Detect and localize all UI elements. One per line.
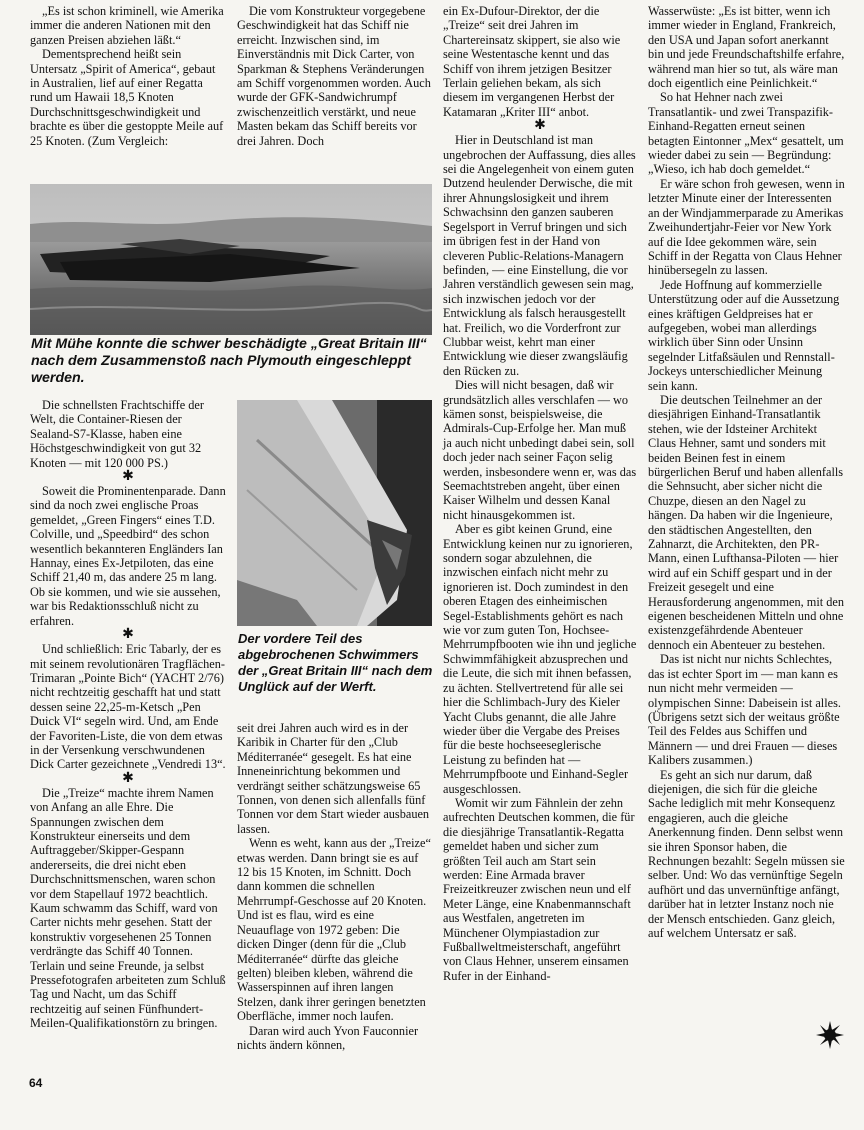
photo-broken-float	[237, 400, 432, 626]
paragraph: Die vom Konstrukteur vorgegebene Geschwindigkeit hat das Schiff nie erreicht. Inzwischen sind, im Einverständnis mit Dick Carter, von Sparkman & Stephens Veränderungen am Schiff vorgenommen worden. Auch wurde der GFK-Sandwichrumpf zwischenzeitlich verstärkt, und neue Masten bekam das Schiff bereits vor drei Jahren. Doch	[237, 4, 431, 148]
paragraph: So hat Hehner nach zwei Transatlantik- und zwei Transpazifik-Einhand-Regatten erneut seinen betagten Eintonner „Mex“ gesattelt, um wieder dabei zu sein — Begründung: „Wieso, ich hab doch gemeldet.“	[648, 90, 844, 177]
paragraph: Das ist nicht nur nichts Schlechtes, das ist echter Sport im — man kann es nun nicht mehr vermeiden — olympischen Sinne: Dabeisein ist alles. (Übrigens setzt sich der weitaus größte Teil des Feldes aus Schiffen und Männern — und drei Frauen — dieses Kalibers zusammen.)	[648, 652, 841, 768]
col2-top	[237, 4, 432, 148]
end-mark-icon	[815, 1020, 845, 1050]
star-separator-icon: ✱	[122, 469, 134, 485]
star-separator-icon: ✱	[122, 770, 134, 786]
col1-top	[30, 4, 226, 148]
paragraph: Hier in Deutschland ist man ungebrochen der Auffassung, dies alles sei die Angelegenheit von einem guten Dutzend heulender Derwische, die mit ihrer Ahnungslosigkeit und ihrem Schwachsinn den ganzen sauberen Segelsport in Verruf bringen und sich im übrigen fest in der Hand von cleveren Public-Relations-Managern befinden, — eine Einstellung, die vor Jahren verständlich gewesen sein mag, sich inzwischen jedoch vor der Entwicklung als falsch herausgestellt hat. Freilich, wo die Vorderfront zur Clubbar weist, kehrt man einer Entwicklung wie dieser zwangsläufig den Rücken zu.	[443, 133, 636, 378]
paragraph: Er wäre schon froh gewesen, wenn in letzter Minute einer der Interessenten an der Windjammerparade zu Amerikas Zweihundertjahr-Feier vor New York auf die Idee gekommen wäre, sein Schiff in der Regatta von Claus Hehner hinübersegeln zu lassen.	[648, 176, 845, 278]
paragraph: Soweit die Prominentenparade. Dann sind da noch zwei englische Proas gemeldet, „Green Fingers“ eines T.D. Colville, und „Speedbird“ des schon wesentlich bekannteren Engländers Ian Hannay, eines Ex-Jetpiloten, das eine Schiff 21,40 m, das andere 25 m lang. Ob sie kommen, und wie sie aussehen, war bis Redaktionsschluß nicht zu erfahren.	[30, 484, 226, 628]
float-photo-image	[237, 400, 432, 626]
star-separator-icon: ✱	[122, 627, 134, 643]
photo1-caption: Mit Mühe konnte die schwer beschädigte „Great Britain III“ nach dem Zusammenstoß nach Plymouth eingeschleppt werden.	[31, 336, 427, 386]
paragraph: Die deutschen Teilnehmer an der diesjährigen Einhand-Transatlantik stehen, wie der Idsteiner Architekt Claus Hehner, samt und sonders mit beiden Beinen fest in einem bürgerlichen Beruf und haben allenfalls die Sehnsucht, aber sicher nicht die Chuzpe, diesen an den Nagel zu hängen. Da haben wir die Ingenieure, den städtischen Angestellten, den Zahnarzt, die Architekten, den PR-Mann, einen Lufthansa-Piloten — hier wird auf ein Schiff gespart und in der Freizeit gesegelt und eine Herausforderung angenommen, mit den eigenen bescheidenen Mitteln und ohne existenzgefährdende Abenteuer dennoch ein Abenteuer zu bestehen.	[648, 392, 845, 652]
paragraph: Daran wird auch Yvon Fauconnier nichts ändern können,	[237, 1023, 419, 1052]
paragraph: seit drei Jahren auch wird es in der Karibik in Charter für den „Club Méditerranée“ gesegelt. Es hat eine Inneneinrichtung bekommen und verdrängt seither schätzungsweise 65 Tonnen, von denen sich allenfalls fünf Tonnen vor dem Start wieder ausbauen lassen.	[237, 721, 430, 836]
col3	[443, 4, 637, 983]
paragraph: Aber es gibt keinen Grund, eine Entwicklung keinen nur zu ignorieren, sondern sogar abzulehnen, die inzwischen einfach nicht mehr zu ignorieren ist. Doch zumindest in den oberen Etagen des einheimischen Segel-Establishments gehört es nach wie vor zum guten Ton, Hochsee-Mehrrumpfbooten wie ihn und jegliche Schwimmfähigkeit abzusprechen und die Leute, die sich mit ihnen befassen, zu ächten. Stellvertretend für alle sei hier die Schlimbach-Jury des Kieler Yacht Clubs genannt, die alle Jahre wieder über die Vergabe des Preises für die beste hochseeseglerische Leistung zu befinden hat — Mehrrumpfboote und Einhand-Segler ausgeschlossen.	[443, 522, 637, 796]
paragraph: Und schließlich: Eric Tabarly, der es mit seinem revolutionären Tragflächen-Trimaran „Pointe Bich“ (YACHT 2/76) nicht rechtzeitig geschafft hat und statt dessen seine 22,25-m-Ketsch „Pen Duick VI“ segeln wird. Und, am Ende der Favoriten-Liste, die von dem etwas in der Versenkung verschwundenen Dick Carter gezeichnete „Vendredi 13“.	[30, 642, 226, 772]
paragraph: Es geht an sich nur darum, daß diejenigen, die sich für die gleiche Sache lediglich mit mehr Konsequenz engagieren, auch die gleiche Anerkennung finden. Denn selbst wenn sie ihren Sponsor haben, die Rechnungen bezahlt: Segeln müssen sie selber. Und: Wo das vernünftige Segeln aufhört und das unvernünftige anfängt, darüber hat in letzter Instanz noch nie der Mensch entschieden. Ganz gleich, auf welchem Untersatz er saß.	[648, 767, 845, 940]
col1-middle	[30, 398, 226, 1031]
col4	[648, 4, 845, 940]
col2-bottom	[237, 721, 432, 1052]
paragraph: ein Ex-Dufour-Direktor, der die „Treize“ seit drei Jahren im Chartereinsatz skippert, sie also wie seine Westentasche kennt und das Schiff von ihrem jetzigen Besitzer Terlain geliehen bekam, als sich diesem im vergangenen Herbst der Katamaran „Kriter III“ anbot.	[443, 4, 621, 119]
paragraph: Wasserwüste: „Es ist bitter, wenn ich immer wieder in England, Frankreich, den USA und Japan sofort anerkannt bin und jede Freundschaftshilfe erfahre, während man hier so tut, als wäre man doch eigentlich eine Peinlichkeit.“	[648, 4, 845, 91]
star-separator-icon: ✱	[534, 118, 546, 134]
paragraph: Die schnellsten Frachtschiffe der Welt, die Container-Riesen der Sealand-S7-Klasse, haben eine Höchstgeschwindigkeit von gut 32 Knoten — mit 120 000 PS.)	[30, 398, 204, 470]
photo-great-britain-iii-towed	[30, 184, 432, 335]
paragraph: Dies will nicht besagen, daß wir grundsätzlich alles verschlafen — wo kämen sonst, beispielsweise, die Admirals-Cup-Erfolge her. Man muß ja auch nicht unbedingt dabei sein, soll doch jeder nach seiner Façon selig werden, insbesondere wenn er, was das Seemachtstreben angeht, über einen Kaiser Wilhelm und dessen Kanal nicht hinausgekommen ist.	[443, 378, 637, 522]
paragraph: Wenn es weht, kann aus der „Treize“ etwas werden. Dann bringt sie es auf 12 bis 15 Knoten, im Schnitt. Doch dann kommen die schnellen Mehrrumpf-Geschosse auf 20 Knoten. Und ist es flau, wird es eine Neuauflage von 1972 geben: Die dicken Dinger (denn für die „Club Méditerranée“ dürfte das gleiche gelten) bleiben kleben, während die Wasserspinnen auf ihren langen Stelzen, dank ihrer geringen benetzten Oberfläche, immer noch laufen.	[237, 836, 431, 1024]
page-number: 64	[29, 1076, 43, 1090]
paragraph: Jede Hoffnung auf kommerzielle Unterstützung oder auf die Aussetzung eines kräftigen Geldpreises hat er aufgegeben, wobei man allerdings wirklich über Sinn oder Unsinn segelnder Litfaßsäulen und Rennstall-Jockeys unterschiedlicher Meinung sein kann.	[648, 277, 840, 393]
paragraph: „Es ist schon kriminell, wie Amerika immer die anderen Nationen mit den ganzen Preisen abziehen läßt.“	[30, 4, 224, 47]
paragraph: Womit wir zum Fähnlein der zehn aufrechten Deutschen kommen, die für die diesjährige Transatlantik-Regatta gemeldet haben und sicher zum größten Teil auch am Start sein werden: Eine Armada braver Freizeitkreuzer zwischen neun und elf Meter Länge, eine Knabenmannschaft aus Westfalen, angetreten im Münchener Olympiastadion zur Fußballweltmeisterschaft, angeführt von Claus Hehner, unserem einsamen Rufer in der Einhand-	[443, 795, 635, 983]
paragraph: Die „Treize“ machte ihrem Namen von Anfang an alle Ehre. Die Spannungen zwischen dem Konstrukteur einerseits und dem Auftraggeber/Skipper-Gespann andererseits, die drei nicht eben Durchschnittsmenschen, waren schon vor dem Stapellauf 1972 beachtlich. Kaum schwamm das Schiff, ward von Carter nichts mehr gesehen. Statt der konstruktiv vorgesehenen 25 Tonnen verdrängte das Schiff 40 Tonnen. Terlain und seine Freunde, ja selbst Pressefotografen arbeiteten zum Schluß Tag und Nacht, um das Schiff rechtzeitig auf seinen Fünfhundert-Meilen-Qualifikationstörn zu bringen.	[30, 785, 226, 1031]
paragraph: Dementsprechend heißt sein Untersatz „Spirit of America“, gebaut in Australien, lief auf einer Regatta rund um Hawaii 18,5 Knoten Durchschnittsgeschwindigkeit und brachte es über die gestoppte Meile auf 25 Knoten. (Zum Vergleich:	[30, 47, 224, 148]
boat-photo-image	[30, 184, 432, 335]
photo2-caption: Der vordere Teil des abgebrochenen Schwimmers der „Great Britain III“ nach dem Unglück auf der Werft.	[238, 631, 433, 694]
